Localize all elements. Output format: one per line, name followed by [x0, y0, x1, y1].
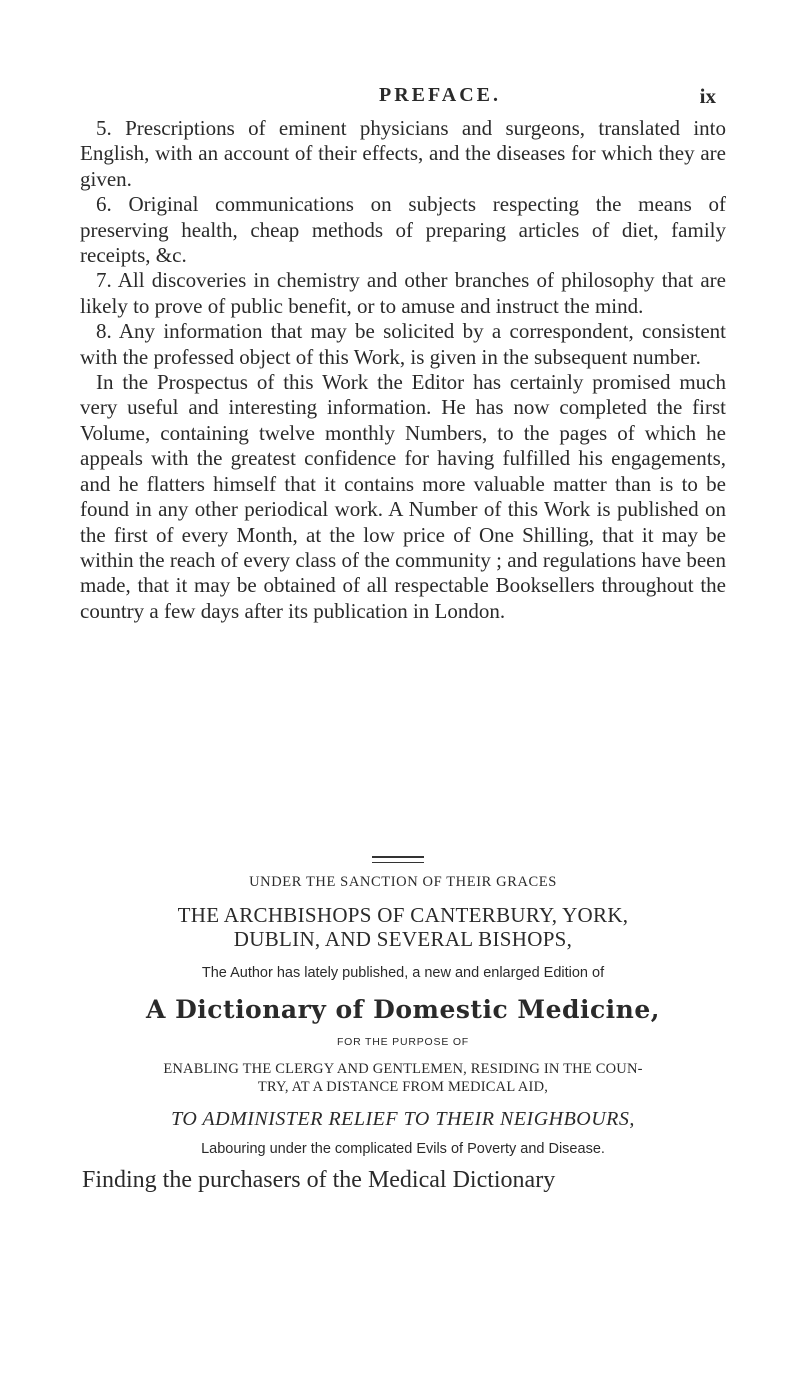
- paragraph-item-8: 8. Any information that may be solicited by a correspondent, consistent with the professed object of this Work, is given in the subsequent number.: [80, 319, 726, 369]
- paragraph-item-6: 6. Original communications on subjects respecting the means of preserving health, cheap methods of preparing articles of diet, family receipts, &c.: [80, 192, 726, 268]
- book-title: A Dictionary of Domestic Medicine,: [146, 995, 660, 1024]
- archbishops-line-2: DUBLIN, AND SEVERAL BISHOPS,: [233, 927, 573, 951]
- enabling-text: [80, 1060, 726, 1096]
- paragraph-item-7: 7. All discoveries in chemistry and other branches of philosophy that are likely to prove of public benefit, or to amuse and instruct the mind.: [80, 268, 726, 318]
- enabling-line-2: TRY, AT A DISTANCE FROM MEDICAL AID,: [257, 1079, 549, 1095]
- section-divider: [372, 856, 424, 863]
- labouring-line: Labouring under the complicated Evils of Poverty and Disease.: [201, 1141, 605, 1157]
- sanction-line: UNDER THE SANCTION OF THEIR GRACES: [249, 874, 557, 890]
- relief-line: TO ADMINISTER RELIEF TO THEIR NEIGHBOURS,: [171, 1108, 635, 1130]
- purpose-line: FOR THE PURPOSE OF: [336, 1036, 470, 1048]
- running-head: [80, 84, 720, 114]
- archbishops-line-1: THE ARCHBISHOPS OF CANTERBURY, YORK,: [177, 903, 629, 927]
- running-title: PREFACE.: [379, 84, 501, 106]
- paragraph-prospectus: In the Prospectus of this Work the Editor has certainly promised much very useful and interesting information. He has now completed the first Volume, containing twelve monthly Numbers, to the pages of which he appeals with the greatest confidence for having fulfilled his engagements, and he flatters himself that it contains more valuable matter than is to be found in any other periodical work. A Number of this Work is published on the first of every Month, at the low price of One Shilling, that it may be within the reach of every class of the community ; and regulations have been made, that it may be obtained of all respectable Booksellers throughout the country a few days after its publication in London.: [80, 370, 726, 623]
- page-number: ix: [699, 84, 716, 108]
- finding-line: Finding the purchasers of the Medical Dictionary: [82, 1167, 556, 1193]
- enabling-line-1: ENABLING THE CLERGY AND GENTLEMEN, RESIDING IN THE COUN-: [163, 1061, 643, 1077]
- body-text: [80, 116, 726, 624]
- paragraph-item-5: 5. Prescriptions of eminent physicians and surgeons, translated into English, with an account of their effects, and the diseases for which they are given.: [80, 116, 726, 191]
- author-line: The Author has lately published, a new and enlarged Edition of: [201, 965, 605, 981]
- advertisement: [80, 874, 726, 1194]
- archbishops-heading: [80, 903, 726, 951]
